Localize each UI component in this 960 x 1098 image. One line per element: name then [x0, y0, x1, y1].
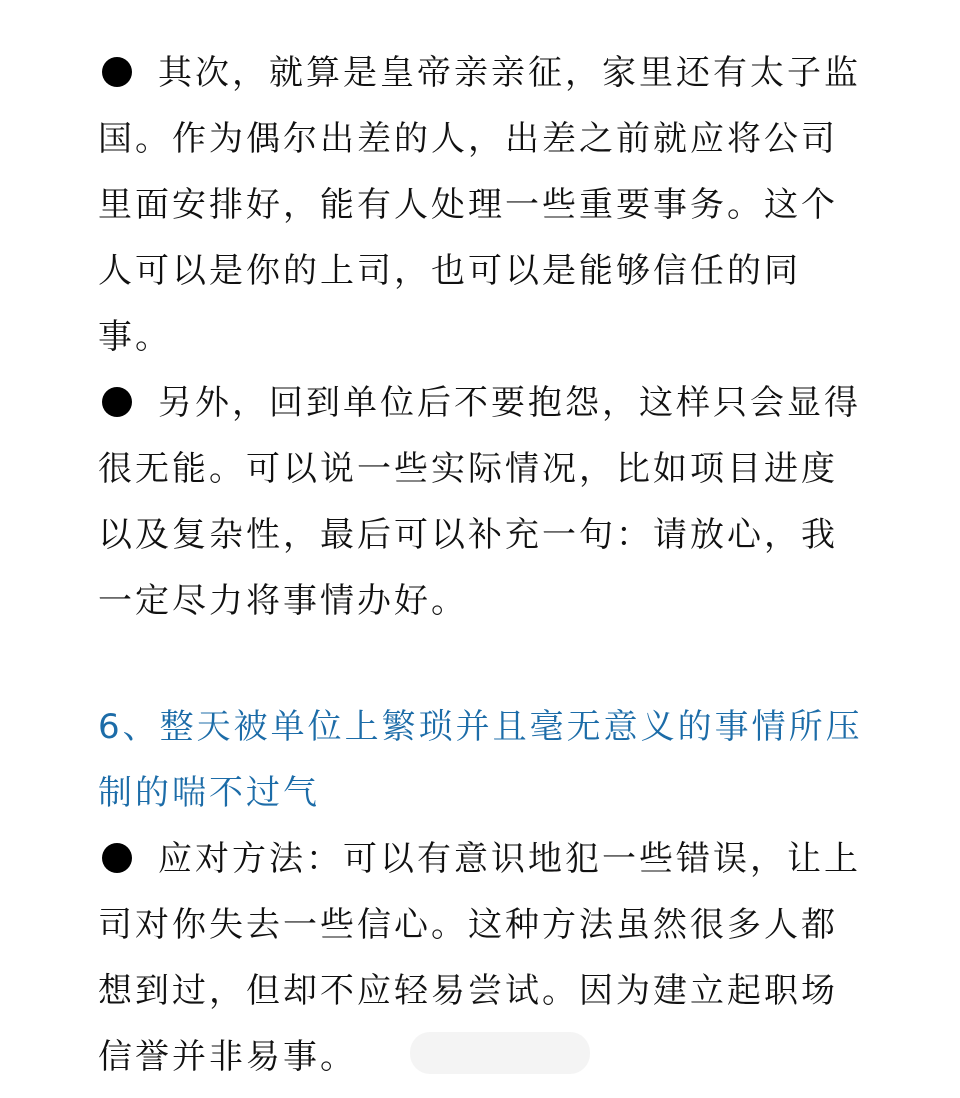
section-heading: 6、整天被单位上繁琐并且毫无意义的事情所压制的喘不过气 — [98, 707, 863, 813]
bullet-dot-icon — [102, 387, 132, 417]
paragraph-2 — [98, 370, 868, 634]
paragraph-1 — [98, 40, 868, 370]
paragraph-2-text: 另外，回到单位后不要抱怨，这样只会显得很无能。可以说一些实际情况，比如项目进度以及复杂性，最后可以补充一句：请放心，我一定尽力将事情办好。 — [98, 383, 861, 621]
paragraph-3-text: 应对方法：可以有意识地犯一些错误，让上司对你失去一些信心。这种方法虽然很多人都想到过，但却不应轻易尝试。因为建立起职场信誉并非易事。 — [98, 839, 861, 1077]
bullet-dot-icon — [102, 843, 132, 873]
watermark-overlay — [410, 1032, 590, 1074]
paragraph-1-text: 其次，就算是皇帝亲亲征，家里还有太子监国。作为偶尔出差的人，出差之前就应将公司里面安排好，能有人处理一些重要事务。这个人可以是你的上司，也可以是能够信任的同事。 — [98, 53, 861, 357]
top-paragraphs — [98, 40, 868, 634]
section-heading-block — [98, 694, 868, 826]
bullet-dot-icon — [102, 57, 132, 87]
